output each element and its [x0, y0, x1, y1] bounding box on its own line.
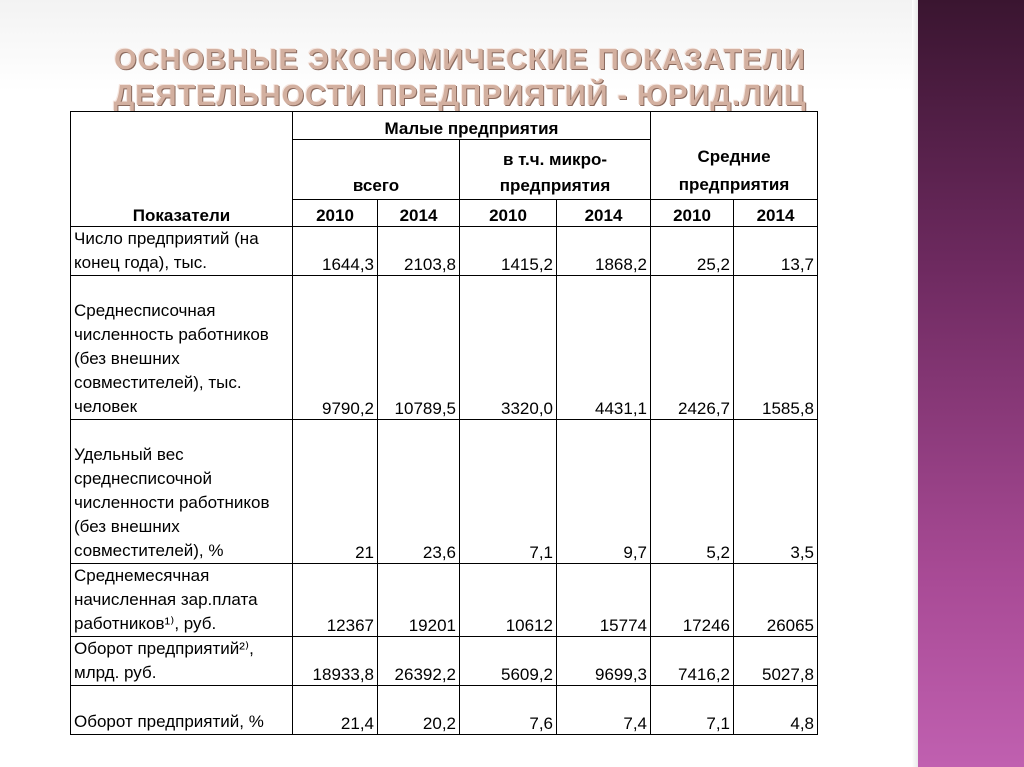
value-cell: 5609,2 — [460, 637, 557, 686]
value-cell: 4,8 — [734, 686, 818, 735]
value-cell: 5,2 — [651, 420, 734, 564]
row-label: Число предприятий (на конец года), тыс. — [71, 227, 293, 276]
table-row — [71, 276, 818, 420]
value-cell: 9790,2 — [293, 276, 378, 420]
value-cell: 1644,3 — [293, 227, 378, 276]
row-label: Оборот предприятий²⁾, млрд. руб. — [71, 637, 293, 686]
value-cell: 18933,8 — [293, 637, 378, 686]
header-medium-enterprises: Средние предприятия — [651, 112, 818, 200]
row-label: Оборот предприятий, % — [71, 686, 293, 735]
year-cell: 2010 — [460, 200, 557, 227]
value-cell: 9,7 — [557, 420, 651, 564]
economic-indicators-table — [70, 111, 818, 735]
table-row — [71, 637, 818, 686]
year-cell: 2014 — [734, 200, 818, 227]
value-cell: 7,4 — [557, 686, 651, 735]
value-cell: 1868,2 — [557, 227, 651, 276]
value-cell: 23,6 — [378, 420, 460, 564]
value-cell: 7,6 — [460, 686, 557, 735]
value-cell: 2426,7 — [651, 276, 734, 420]
year-cell: 2014 — [557, 200, 651, 227]
page-title: ОСНОВНЫЕ ЭКОНОМИЧЕСКИЕ ПОКАЗАТЕЛИ ДЕЯТЕЛЬНОСТИ ПРЕДПРИЯТИЙ - ЮРИД.ЛИЦ — [113, 44, 807, 112]
value-cell: 3320,0 — [460, 276, 557, 420]
value-cell: 15774 — [557, 564, 651, 637]
year-cell: 2010 — [651, 200, 734, 227]
value-cell: 19201 — [378, 564, 460, 637]
value-cell: 9699,3 — [557, 637, 651, 686]
row-label: Среднесписочная численность работников (без внешних совместителей), тыс. человек — [71, 276, 293, 420]
row-label: Среднемесячная начисленная зар.плата работников¹⁾, руб. — [71, 564, 293, 637]
value-cell: 7,1 — [651, 686, 734, 735]
value-cell: 7416,2 — [651, 637, 734, 686]
value-cell: 17246 — [651, 564, 734, 637]
value-cell: 1415,2 — [460, 227, 557, 276]
value-cell: 21,4 — [293, 686, 378, 735]
table-row — [71, 686, 818, 735]
decorative-side-band — [918, 0, 1024, 767]
value-cell: 2103,8 — [378, 227, 460, 276]
header-micro-enterprises: в т.ч. микро-предприятия — [460, 140, 651, 200]
value-cell: 26065 — [734, 564, 818, 637]
value-cell: 20,2 — [378, 686, 460, 735]
value-cell: 7,1 — [460, 420, 557, 564]
value-cell: 1585,8 — [734, 276, 818, 420]
value-cell: 13,7 — [734, 227, 818, 276]
value-cell: 26392,2 — [378, 637, 460, 686]
value-cell: 10789,5 — [378, 276, 460, 420]
value-cell: 12367 — [293, 564, 378, 637]
table-row — [71, 420, 818, 564]
value-cell: 5027,8 — [734, 637, 818, 686]
year-cell: 2010 — [293, 200, 378, 227]
table-row — [71, 227, 818, 276]
value-cell: 21 — [293, 420, 378, 564]
value-cell: 10612 — [460, 564, 557, 637]
value-cell: 3,5 — [734, 420, 818, 564]
value-cell: 25,2 — [651, 227, 734, 276]
header-small-total: всего — [293, 140, 460, 200]
value-cell: 4431,1 — [557, 276, 651, 420]
year-cell: 2014 — [378, 200, 460, 227]
header-indicators: Показатели — [71, 112, 293, 227]
table-row — [71, 564, 818, 637]
header-small-enterprises: Малые предприятия — [293, 112, 651, 140]
row-label: Удельный вес среднесписочной численности работников (без внешних совместителей), % — [71, 420, 293, 564]
